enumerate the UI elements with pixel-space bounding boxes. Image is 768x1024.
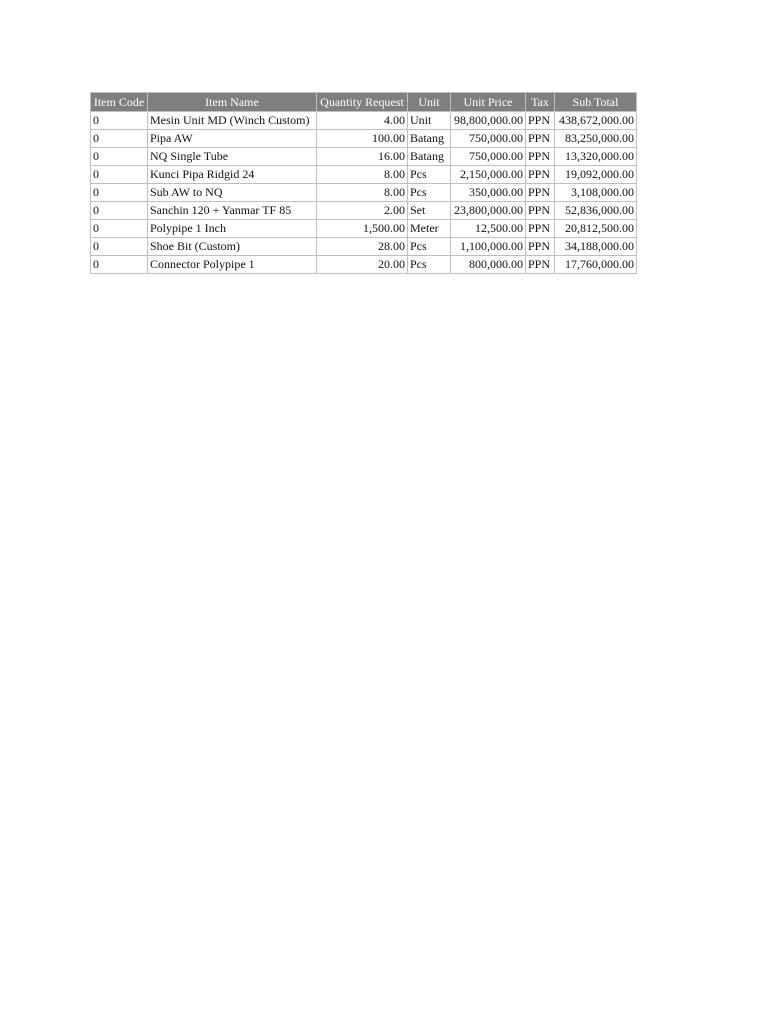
cell-item-code: 0 — [91, 256, 148, 274]
table-header-row — [91, 93, 637, 112]
cell-unit: Batang — [408, 130, 451, 148]
cell-quantity: 8.00 — [317, 184, 408, 202]
cell-item-name: Mesin Unit MD (Winch Custom) — [148, 112, 317, 130]
items-table — [90, 92, 637, 274]
cell-tax: PPN — [526, 148, 555, 166]
header-sub-total: Sub Total — [555, 93, 637, 112]
header-quantity-request: Quantity Request — [317, 93, 408, 112]
header-unit-price: Unit Price — [451, 93, 526, 112]
table-row — [91, 148, 637, 166]
table-row — [91, 256, 637, 274]
cell-quantity: 20.00 — [317, 256, 408, 274]
cell-tax: PPN — [526, 130, 555, 148]
cell-item-code: 0 — [91, 202, 148, 220]
cell-sub-total: 19,092,000.00 — [555, 166, 637, 184]
cell-quantity: 4.00 — [317, 112, 408, 130]
cell-item-code: 0 — [91, 220, 148, 238]
cell-sub-total: 20,812,500.00 — [555, 220, 637, 238]
table-row — [91, 184, 637, 202]
cell-sub-total: 52,836,000.00 — [555, 202, 637, 220]
cell-unit-price: 23,800,000.00 — [451, 202, 526, 220]
cell-item-name: NQ Single Tube — [148, 148, 317, 166]
cell-unit-price: 12,500.00 — [451, 220, 526, 238]
table-row — [91, 166, 637, 184]
cell-unit: Pcs — [408, 256, 451, 274]
cell-item-name: Connector Polypipe 1 — [148, 256, 317, 274]
cell-item-name: Kunci Pipa Ridgid 24 — [148, 166, 317, 184]
cell-item-name: Sanchin 120 + Yanmar TF 85 — [148, 202, 317, 220]
cell-tax: PPN — [526, 220, 555, 238]
cell-quantity: 16.00 — [317, 148, 408, 166]
cell-unit: Pcs — [408, 238, 451, 256]
cell-unit: Pcs — [408, 184, 451, 202]
items-table-container — [90, 92, 637, 274]
cell-tax: PPN — [526, 166, 555, 184]
cell-item-code: 0 — [91, 166, 148, 184]
header-item-name: Item Name — [148, 93, 317, 112]
table-row — [91, 220, 637, 238]
cell-unit-price: 1,100,000.00 — [451, 238, 526, 256]
cell-unit-price: 800,000.00 — [451, 256, 526, 274]
cell-quantity: 100.00 — [317, 130, 408, 148]
cell-unit: Unit — [408, 112, 451, 130]
cell-unit-price: 750,000.00 — [451, 148, 526, 166]
table-row — [91, 238, 637, 256]
cell-item-code: 0 — [91, 112, 148, 130]
cell-item-code: 0 — [91, 184, 148, 202]
cell-unit-price: 98,800,000.00 — [451, 112, 526, 130]
cell-unit: Batang — [408, 148, 451, 166]
cell-tax: PPN — [526, 202, 555, 220]
header-item-code: Item Code — [91, 93, 148, 112]
cell-item-code: 0 — [91, 148, 148, 166]
cell-unit: Pcs — [408, 166, 451, 184]
cell-unit-price: 2,150,000.00 — [451, 166, 526, 184]
cell-item-name: Polypipe 1 Inch — [148, 220, 317, 238]
cell-quantity: 2.00 — [317, 202, 408, 220]
cell-item-name: Sub AW to NQ — [148, 184, 317, 202]
header-tax: Tax — [526, 93, 555, 112]
cell-sub-total: 34,188,000.00 — [555, 238, 637, 256]
cell-unit-price: 350,000.00 — [451, 184, 526, 202]
cell-item-name: Shoe Bit (Custom) — [148, 238, 317, 256]
cell-quantity: 1,500.00 — [317, 220, 408, 238]
cell-tax: PPN — [526, 112, 555, 130]
cell-tax: PPN — [526, 238, 555, 256]
table-row — [91, 130, 637, 148]
header-unit: Unit — [408, 93, 451, 112]
cell-sub-total: 438,672,000.00 — [555, 112, 637, 130]
cell-item-code: 0 — [91, 130, 148, 148]
table-row — [91, 202, 637, 220]
table-row — [91, 112, 637, 130]
cell-item-name: Pipa AW — [148, 130, 317, 148]
cell-unit-price: 750,000.00 — [451, 130, 526, 148]
cell-tax: PPN — [526, 256, 555, 274]
cell-quantity: 8.00 — [317, 166, 408, 184]
cell-sub-total: 13,320,000.00 — [555, 148, 637, 166]
cell-sub-total: 17,760,000.00 — [555, 256, 637, 274]
cell-tax: PPN — [526, 184, 555, 202]
cell-unit: Meter — [408, 220, 451, 238]
cell-sub-total: 3,108,000.00 — [555, 184, 637, 202]
cell-sub-total: 83,250,000.00 — [555, 130, 637, 148]
cell-item-code: 0 — [91, 238, 148, 256]
cell-quantity: 28.00 — [317, 238, 408, 256]
cell-unit: Set — [408, 202, 451, 220]
